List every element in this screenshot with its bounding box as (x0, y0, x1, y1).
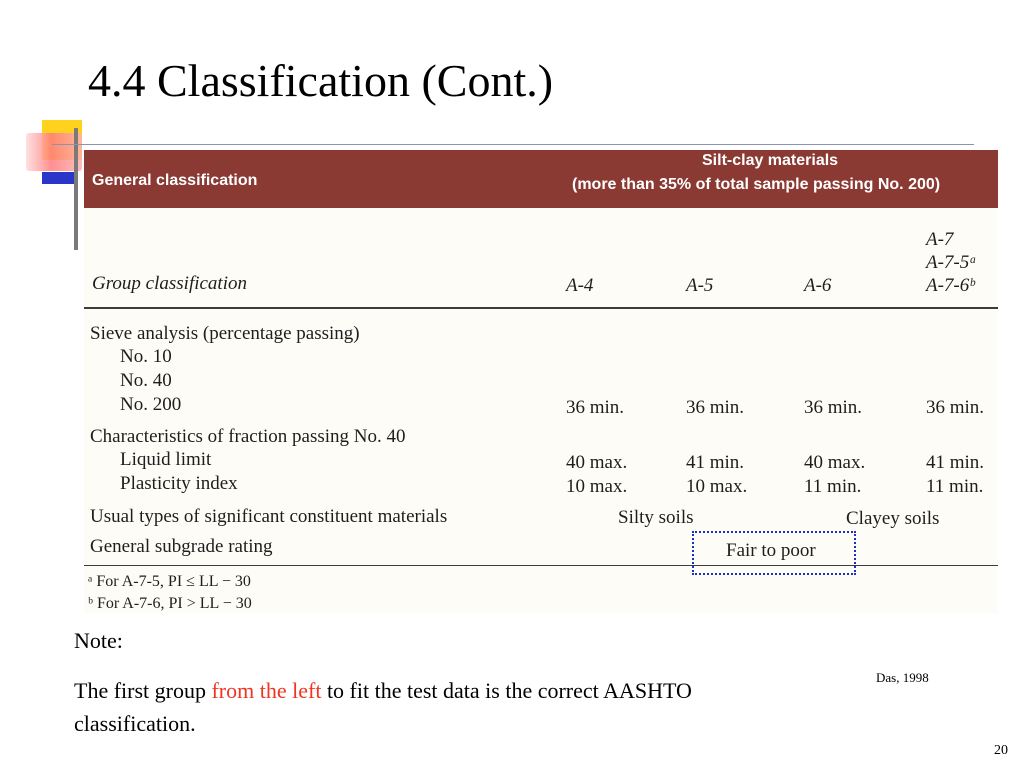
note-text-before: The first group (74, 678, 212, 703)
no200-a5: 36 min. (686, 397, 745, 418)
note-text-after: to fit the test data is the correct AASHTO classification. (74, 678, 692, 736)
note-highlight: from the left (211, 678, 322, 703)
plasticity-a4: 10 max. (566, 476, 628, 497)
citation: Das, 1998 (876, 670, 929, 685)
decorative-vertical-line (74, 128, 78, 250)
group-row-rule (84, 307, 998, 309)
general-classification-heading: General classification (92, 172, 258, 189)
footnote-a: ᵃ For A-7-5, PI ≤ LL − 30 (88, 573, 251, 590)
liquid-limit-a6: 40 max. (804, 452, 866, 473)
page-number: 20 (994, 743, 1008, 758)
no200-a7: 36 min. (926, 397, 985, 418)
materials-label: Usual types of significant constituent materials (90, 506, 448, 527)
no200-a6: 36 min. (804, 397, 863, 418)
rating-highlight-box (692, 531, 856, 575)
sieve-no200-label: No. 200 (120, 394, 182, 415)
sieve-no40-label: No. 40 (120, 370, 172, 391)
materials-silty: Silty soils (618, 507, 694, 528)
decorative-blue-bar (42, 172, 78, 184)
note-label: Note: (74, 628, 123, 653)
no200-a4: 36 min. (566, 397, 625, 418)
subgrade-rating-label: General subgrade rating (90, 536, 273, 557)
group-a4: A-4 (566, 275, 594, 296)
group-a6: A-6 (804, 275, 832, 296)
liquid-limit-a4: 40 max. (566, 452, 628, 473)
group-a7: A-7 (926, 229, 954, 250)
liquid-limit-a5: 41 min. (686, 452, 745, 473)
group-classification-label: Group classification (92, 273, 247, 294)
slide-title: 4.4 Classification (Cont.) (88, 55, 554, 106)
group-a7-5: A-7-5ᵃ (926, 252, 977, 273)
plasticity-a5: 10 max. (686, 476, 748, 497)
sieve-no10-label: No. 10 (120, 346, 172, 367)
liquid-limit-a7: 41 min. (926, 452, 985, 473)
aashto-classification-table (84, 150, 998, 614)
silt-clay-heading: Silt-clay materials (702, 152, 839, 169)
table-header-band (84, 150, 998, 208)
materials-clayey: Clayey soils (846, 508, 940, 529)
plasticity-a7: 11 min. (926, 476, 984, 497)
plasticity-a6: 11 min. (804, 476, 862, 497)
plasticity-index-label: Plasticity index (120, 473, 238, 494)
fraction-heading: Characteristics of fraction passing No. 40 (90, 426, 406, 447)
silt-clay-subheading: (more than 35% of total sample passing No. 200) (572, 176, 941, 193)
footnote-b: ᵇ For A-7-6, PI > LL − 30 (88, 595, 252, 612)
sieve-analysis-heading: Sieve analysis (percentage passing) (90, 323, 360, 344)
subgrade-rating-value: Fair to poor (726, 540, 816, 561)
group-a5: A-5 (686, 275, 714, 296)
table-bottom-rule (84, 565, 998, 566)
note-text (74, 674, 714, 740)
group-a7-6: A-7-6ᵇ (926, 275, 975, 296)
liquid-limit-label: Liquid limit (120, 449, 212, 470)
decorative-horizontal-line (52, 144, 974, 145)
